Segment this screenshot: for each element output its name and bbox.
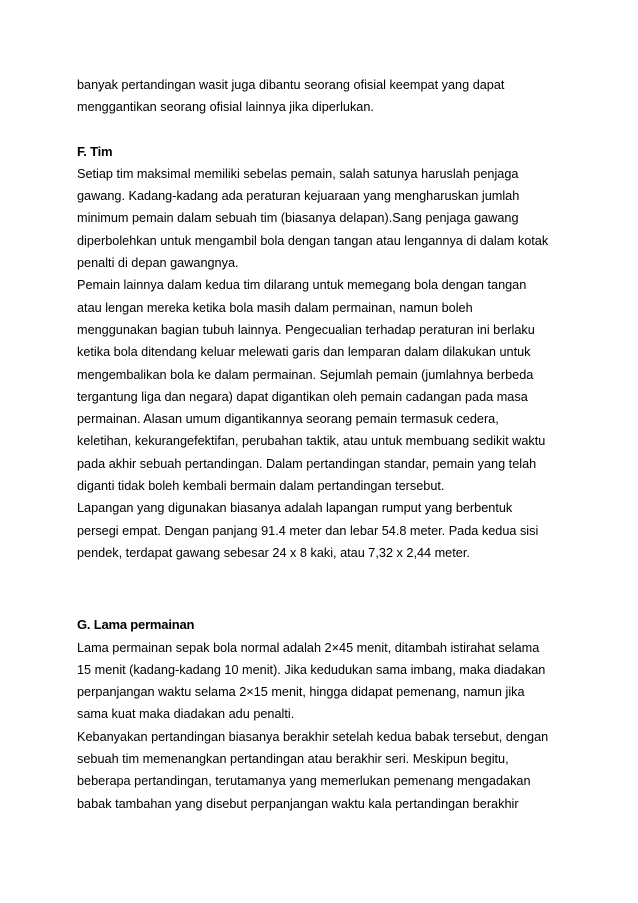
text-line: mengembalikan bola ke dalam permainan. Sejumlah pemain (jumlahnya berbeda: [77, 367, 534, 382]
text-line: atau lengan mereka ketika bola masih dalam permainan, namun boleh: [77, 300, 473, 315]
text-line: minimum pemain dalam sebuah tim (biasanya delapan).Sang penjaga gawang: [77, 211, 519, 226]
section-f: [77, 141, 567, 565]
text-line: Lapangan yang digunakan biasanya adalah lapangan rumput yang berbentuk: [77, 501, 513, 516]
text-line: menggunakan bagian tubuh lainnya. Pengecualian terhadap peraturan ini berlaku: [77, 322, 535, 337]
text-line: gawang. Kadang-kadang ada peraturan kejuaraan yang mengharuskan jumlah: [77, 189, 520, 204]
text-line: banyak pertandingan wasit juga dibantu seorang ofisial keempat yang dapat: [77, 78, 505, 92]
document-body: [77, 74, 567, 815]
spacer: [77, 564, 567, 614]
text-line: babak tambahan yang disebut perpanjangan waktu kala pertandingan berakhir: [77, 796, 519, 811]
text-line: ketika bola ditendang keluar melewati garis dan lemparan dalam dilakukan untuk: [77, 345, 531, 360]
intro-paragraph: [77, 74, 567, 119]
text-line: Kebanyakan pertandingan biasanya berakhir setelah kedua babak tersebut, dengan: [77, 729, 549, 744]
text-line: sebuah tim memenangkan pertandingan atau berakhir seri. Meskipun begitu,: [77, 752, 509, 767]
text-line: menggantikan seorang ofisial lainnya jika diperlukan.: [77, 100, 374, 115]
text-line: pendek, terdapat gawang sebesar 24 x 8 kaki, atau 7,32 x 2,44 meter.: [77, 545, 470, 560]
text-line: sama kuat maka diadakan adu penalti.: [77, 707, 295, 722]
text-line: penalti di depan gawangnya.: [77, 256, 239, 271]
text-line: Setiap tim maksimal memiliki sebelas pemain, salah satunya haruslah penjaga: [77, 166, 519, 181]
text-line: keletihan, kekurangefektifan, perubahan taktik, atau untuk membuang sedikit waktu: [77, 434, 546, 449]
text-line: beberapa pertandingan, terutamanya yang memerlukan pemenang mengadakan: [77, 774, 531, 789]
section-heading-f: F. Tim: [77, 143, 113, 159]
text-line: Pemain lainnya dalam kedua tim dilarang untuk memegang bola dengan tangan: [77, 278, 527, 293]
text-line: 15 menit (kadang-kadang 10 menit). Jika kedudukan sama imbang, maka diadakan: [77, 662, 546, 677]
spacer: [77, 119, 567, 141]
text-line: tergantung liga dan negara) dapat digantikan oleh pemain cadangan pada masa: [77, 389, 528, 404]
section-g: [77, 614, 567, 815]
text-line: permainan. Alasan umum digantikannya seorang pemain termasuk cedera,: [77, 412, 499, 427]
text-line: diperbolehkan untuk mengambil bola dengan tangan atau lengannya di dalam kotak: [77, 233, 549, 248]
text-line: diganti tidak boleh kembali bermain dalam pertandingan tersebut.: [77, 479, 445, 494]
text-line: perpanjangan waktu selama 2×15 menit, hingga didapat pemenang, namun jika: [77, 685, 525, 700]
text-line: Lama permainan sepak bola normal adalah 2×45 menit, ditambah istirahat selama: [77, 640, 540, 655]
text-line: persegi empat. Dengan panjang 91.4 meter dan lebar 54.8 meter. Pada kedua sisi: [77, 523, 539, 538]
section-heading-g: G. Lama permainan: [77, 617, 195, 633]
text-line: pada akhir sebuah pertandingan. Dalam pertandingan standar, pemain yang telah: [77, 456, 537, 471]
